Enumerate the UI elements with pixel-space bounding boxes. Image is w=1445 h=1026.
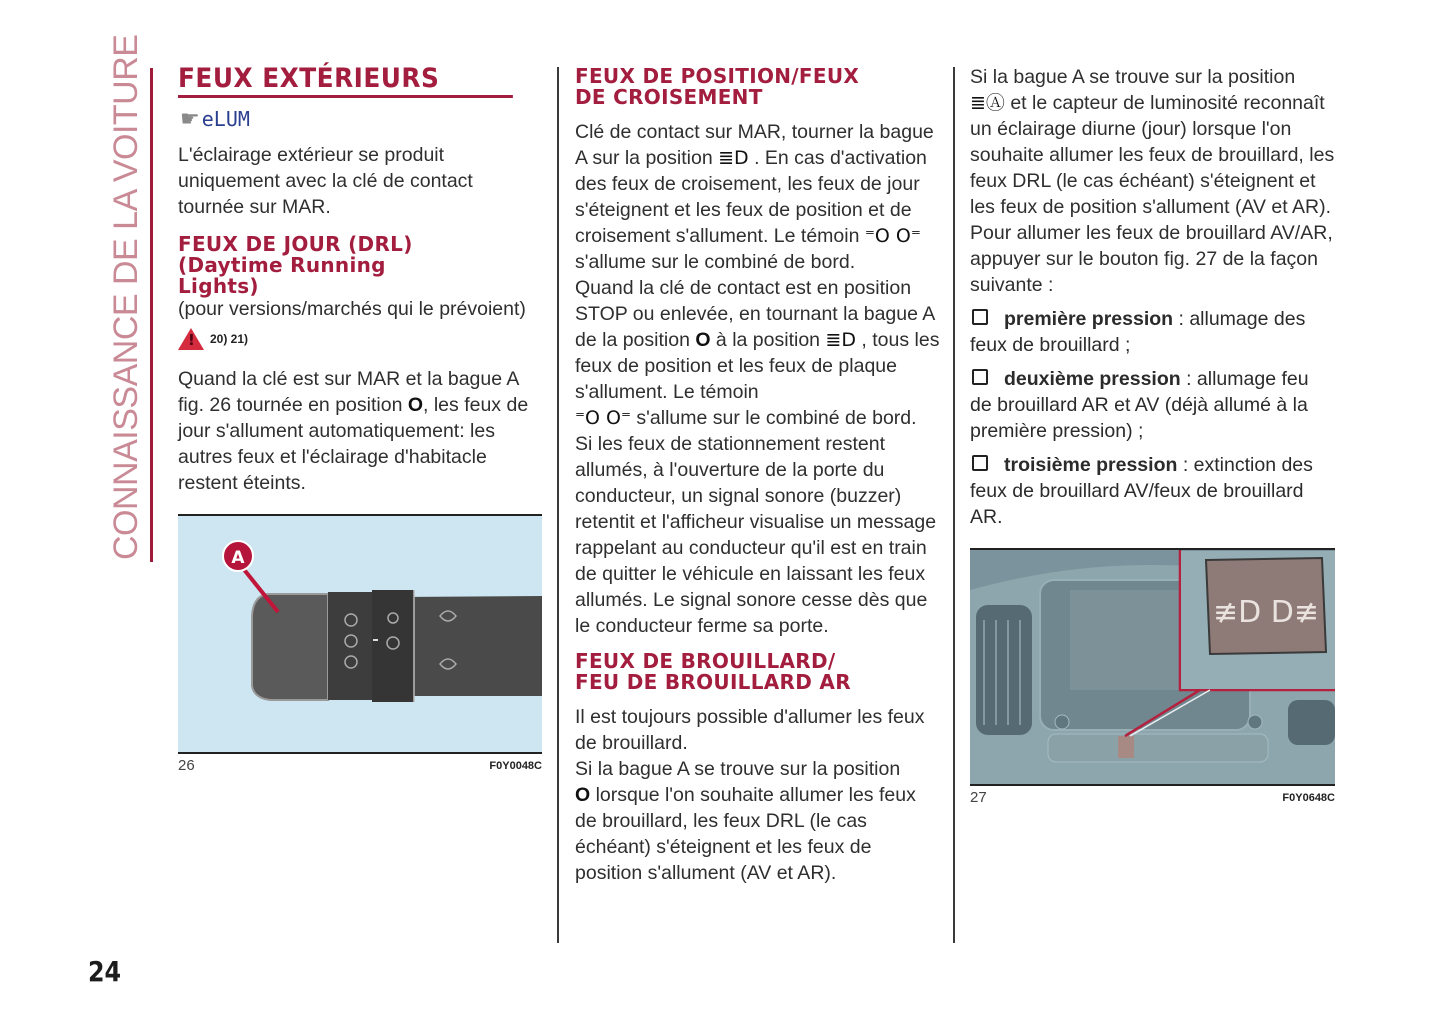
bullet-item: troisième pression : extinction des feux de brouillard AV/feux de brouillard AR. — [970, 454, 1313, 528]
figure-number: 26 — [178, 757, 195, 774]
bullet-box-icon — [972, 455, 988, 471]
stalk-image — [178, 514, 542, 754]
elum-badge — [180, 104, 542, 134]
bullet-box-icon — [972, 369, 988, 385]
drl-heading: FEUX DE JOUR (DRL) (Daytime Running Lights) — [178, 232, 413, 298]
parking-lights-paragraph: Si les feux de stationnement restent allumés, à l'ouverture de la porte du conducteur, un signal sonore (buzzer) retentit et l'afficheur visualise un message rappelant au conducteur qu'il est en train de quitter le véhicule en laissant les feux allumés. Le signal sonore cesse dès que le conducteur ferme sa porte. — [575, 433, 937, 637]
side-section-label: CONNAISSANCE DE LA VOITURE — [107, 34, 145, 560]
warning-reference — [178, 324, 542, 354]
svg-text:A: A — [231, 548, 245, 568]
position-lights-paragraph-2: Quand la clé de contact est en position STOP ou enlevée, en tournant la bague A de la position O à la position ≣D , tous les feux de position et les feux de plaque s'allument. Le témoin ⁼O O⁼ s'allume sur le combiné de bord. — [575, 277, 940, 430]
low-beam-icon: ≣D — [718, 147, 749, 170]
fog-lights-paragraph-2: Si la bague A se trouve sur la position O lorsque l'on souhaite allumer les feux de brouillard, les feux DRL (le cas échéant) s'éteignent et les feux de position s'allument (AV et AR). — [575, 758, 916, 884]
column-1 — [178, 60, 542, 774]
fog-instructions-paragraph: Pour allumer les feux de brouillard AV/AR, appuyer sur le bouton fig. 27 de la façon suivante : — [970, 222, 1333, 296]
bullet-box-icon — [972, 309, 988, 325]
warning-refs: 20) 21) — [210, 332, 249, 346]
page-number: 24 — [88, 955, 122, 988]
svg-text:≢D D≢: ≢D D≢ — [1212, 595, 1320, 630]
position-lights-icon: ⁼O O⁼ — [575, 407, 632, 430]
drl-note: (pour versions/marchés qui le prévoient) — [178, 298, 526, 320]
auto-lights-icon: ≣Ⓐ — [970, 92, 1005, 115]
pointing-hand-icon: ☛ — [180, 106, 200, 131]
bullet-item: première pression : allumage des feux de brouillard ; — [970, 308, 1306, 356]
auto-position-paragraph: Si la bague A se trouve sur la position ≣Ⓐ et le capteur de luminosité reconnaît un éclairage diurne (jour) lorsque l'on souhaite allumer les feux de brouillard, les feux DRL (le cas échéant) s'éteignent et les feux de position s'allument (AV et AR). — [970, 66, 1335, 218]
side-section-rule — [150, 68, 153, 562]
intro-paragraph: L'éclairage extérieur se produit uniquement avec la clé de contact tournée sur MAR. — [178, 144, 473, 218]
position-lights-icon: ⁼O O⁼ — [864, 225, 921, 248]
figure-caption — [178, 757, 542, 774]
figure-caption — [970, 789, 1335, 806]
drl-paragraph: Quand la clé est sur MAR et la bague A fig. 26 tournée en position O, les feux de jour s'allument automatiquement: les autres feux et l'éclairage d'habitacle restent éteints. — [178, 368, 529, 494]
fog-button-illustration — [970, 550, 1335, 784]
fog-lights-heading: FEUX DE BROUILLARD/ FEU DE BROUILLARD AR — [575, 649, 851, 694]
figure-code: F0Y0048C — [489, 759, 542, 772]
side-section-tab — [104, 34, 148, 560]
bullet-item: deuxième pression : allumage feu de brouillard AR et AV (déjà allumé à la première pression) ; — [970, 368, 1309, 442]
elum-label: eLUM — [201, 107, 250, 131]
position-lights-paragraph-1: Clé de contact sur MAR, tourner la bague A sur la position ≣D . En cas d'activation des feux de croisement, les feux de jour s'éteignent et les feux de position et de croisement s'allument. Le témoin ⁼O O⁼ s'allume sur le combiné de bord. — [575, 121, 934, 273]
column-3 — [970, 64, 1335, 806]
light-stalk-illustration — [178, 516, 542, 752]
fog-lights-paragraph-1: Il est toujours possible d'allumer les feux de brouillard. — [575, 706, 925, 754]
figure-number: 27 — [970, 789, 987, 806]
warning-triangle-icon — [178, 328, 204, 350]
low-beam-icon: ≣D — [825, 329, 856, 352]
column-divider — [953, 67, 955, 943]
figure-27 — [970, 548, 1335, 806]
figure-26 — [178, 514, 542, 774]
position-lights-heading: FEUX DE POSITION/FEUX DE CROISEMENT — [575, 64, 860, 109]
page-title: FEUX EXTÉRIEURS — [178, 64, 513, 98]
column-2 — [575, 66, 940, 886]
dashboard-image — [970, 548, 1335, 786]
column-divider — [557, 67, 559, 943]
figure-code: F0Y0648C — [1282, 791, 1335, 804]
